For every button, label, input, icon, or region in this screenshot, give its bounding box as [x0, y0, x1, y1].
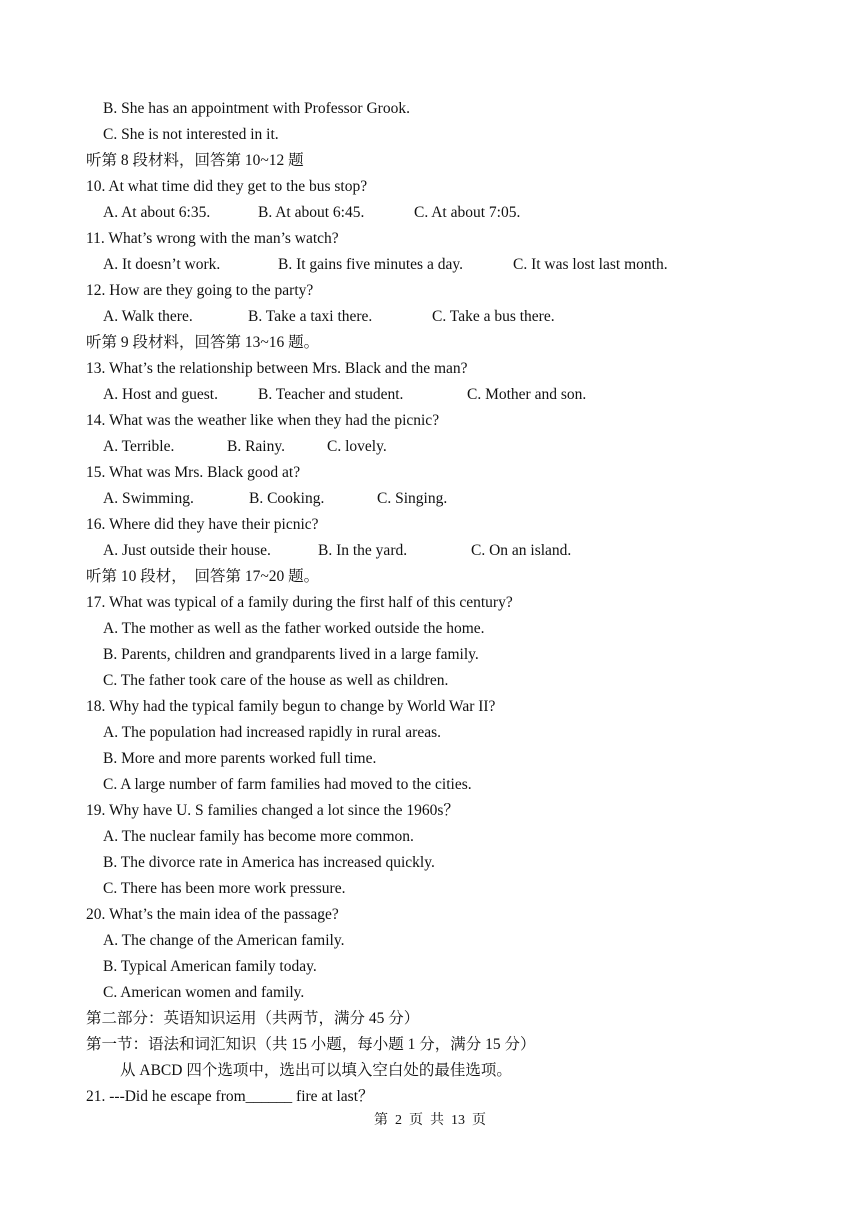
question-line: 17. What was typical of a family during the first half of this century?: [86, 594, 513, 611]
question-line: 20. What’s the main idea of the passage?: [86, 906, 339, 923]
option-line: B. Parents, children and grandparents lived in a large family.: [103, 646, 479, 663]
answer-option: B. Cooking.: [249, 490, 325, 507]
answer-option: B. In the yard.: [318, 542, 408, 559]
answer-option: A. Swimming.: [103, 490, 194, 507]
answer-options: [86, 538, 786, 564]
answer-options: [86, 382, 786, 408]
answer-option: A. Terrible.: [103, 438, 175, 455]
option-line: C. The father took care of the house as well as children.: [103, 672, 449, 689]
instruction-line: 从 ABCD 四个选项中，选出可以填入空白处的最佳选项。: [120, 1062, 512, 1079]
option-line: C. She is not interested in it.: [103, 126, 279, 143]
question-line: 19. Why have U. S families changed a lot since the 1960s？: [86, 802, 459, 819]
answer-option: B. Take a taxi there.: [248, 308, 373, 325]
option-line: C. There has been more work pressure.: [103, 880, 346, 897]
answer-option: C. Take a bus there.: [432, 308, 555, 325]
option-line: A. The mother as well as the father worked outside the home.: [103, 620, 485, 637]
option-line: B. She has an appointment with Professor Grook.: [103, 100, 410, 117]
question-line: 16. Where did they have their picnic?: [86, 516, 319, 533]
option-line: C. A large number of farm families had moved to the cities.: [103, 776, 472, 793]
answer-options: [86, 200, 786, 226]
question-content: [86, 96, 786, 1110]
answer-option: C. lovely.: [327, 438, 387, 455]
answer-options: [86, 252, 786, 278]
answer-option: C. Mother and son.: [467, 386, 587, 403]
answer-options: [86, 486, 786, 512]
question-line: 18. Why had the typical family begun to change by World War II?: [86, 698, 496, 715]
option-line: C. American women and family.: [103, 984, 305, 1001]
option-line: A. The population had increased rapidly in rural areas.: [103, 724, 442, 741]
question-line: 听第 9 段材料，回答第 13~16 题。: [86, 334, 320, 351]
answer-option: B. At about 6:45.: [258, 204, 365, 221]
answer-option: B. Rainy.: [227, 438, 285, 455]
question-line: 14. What was the weather like when they had the picnic?: [86, 412, 440, 429]
answer-option: C. It was lost last month.: [513, 256, 668, 273]
page-footer: 第 2 页 共 13 页: [374, 1113, 486, 1128]
answer-option: A. Just outside their house.: [103, 542, 271, 559]
option-line: B. The divorce rate in America has increased quickly.: [103, 854, 435, 871]
answer-option: A. It doesn’t work.: [103, 256, 221, 273]
option-line: B. More and more parents worked full time.: [103, 750, 377, 767]
question-line: 15. What was Mrs. Black good at?: [86, 464, 301, 481]
answer-option: C. On an island.: [471, 542, 572, 559]
answer-options: [86, 434, 786, 460]
answer-options: [86, 304, 786, 330]
answer-option: B. It gains five minutes a day.: [278, 256, 463, 273]
answer-option: C. At about 7:05.: [414, 204, 521, 221]
answer-option: B. Teacher and student.: [258, 386, 404, 403]
option-line: A. The change of the American family.: [103, 932, 345, 949]
answer-option: A. Walk there.: [103, 308, 193, 325]
question-line: 听第 8 段材料，回答第 10~12 题: [86, 152, 304, 169]
question-line: 12. How are they going to the party?: [86, 282, 314, 299]
question-line: 13. What’s the relationship between Mrs. Black and the man?: [86, 360, 468, 377]
option-line: A. The nuclear family has become more common.: [103, 828, 414, 845]
question-line: 听第 10 段材， 回答第 17~20 题。: [86, 568, 320, 585]
option-line: B. Typical American family today.: [103, 958, 317, 975]
answer-option: A. Host and guest.: [103, 386, 218, 403]
answer-option: C. Singing.: [377, 490, 448, 507]
answer-option: A. At about 6:35.: [103, 204, 211, 221]
question-line: 10. At what time did they get to the bus stop?: [86, 178, 368, 195]
question-line: 21. ---Did he escape from______ fire at last？: [86, 1088, 374, 1105]
question-line: 第一节：语法和词汇知识（共 15 小题，每小题 1 分，满分 15 分）: [86, 1036, 536, 1053]
question-line: 第二部分：英语知识运用（共两节，满分 45 分）: [86, 1010, 420, 1027]
question-line: 11. What’s wrong with the man’s watch?: [86, 230, 339, 247]
